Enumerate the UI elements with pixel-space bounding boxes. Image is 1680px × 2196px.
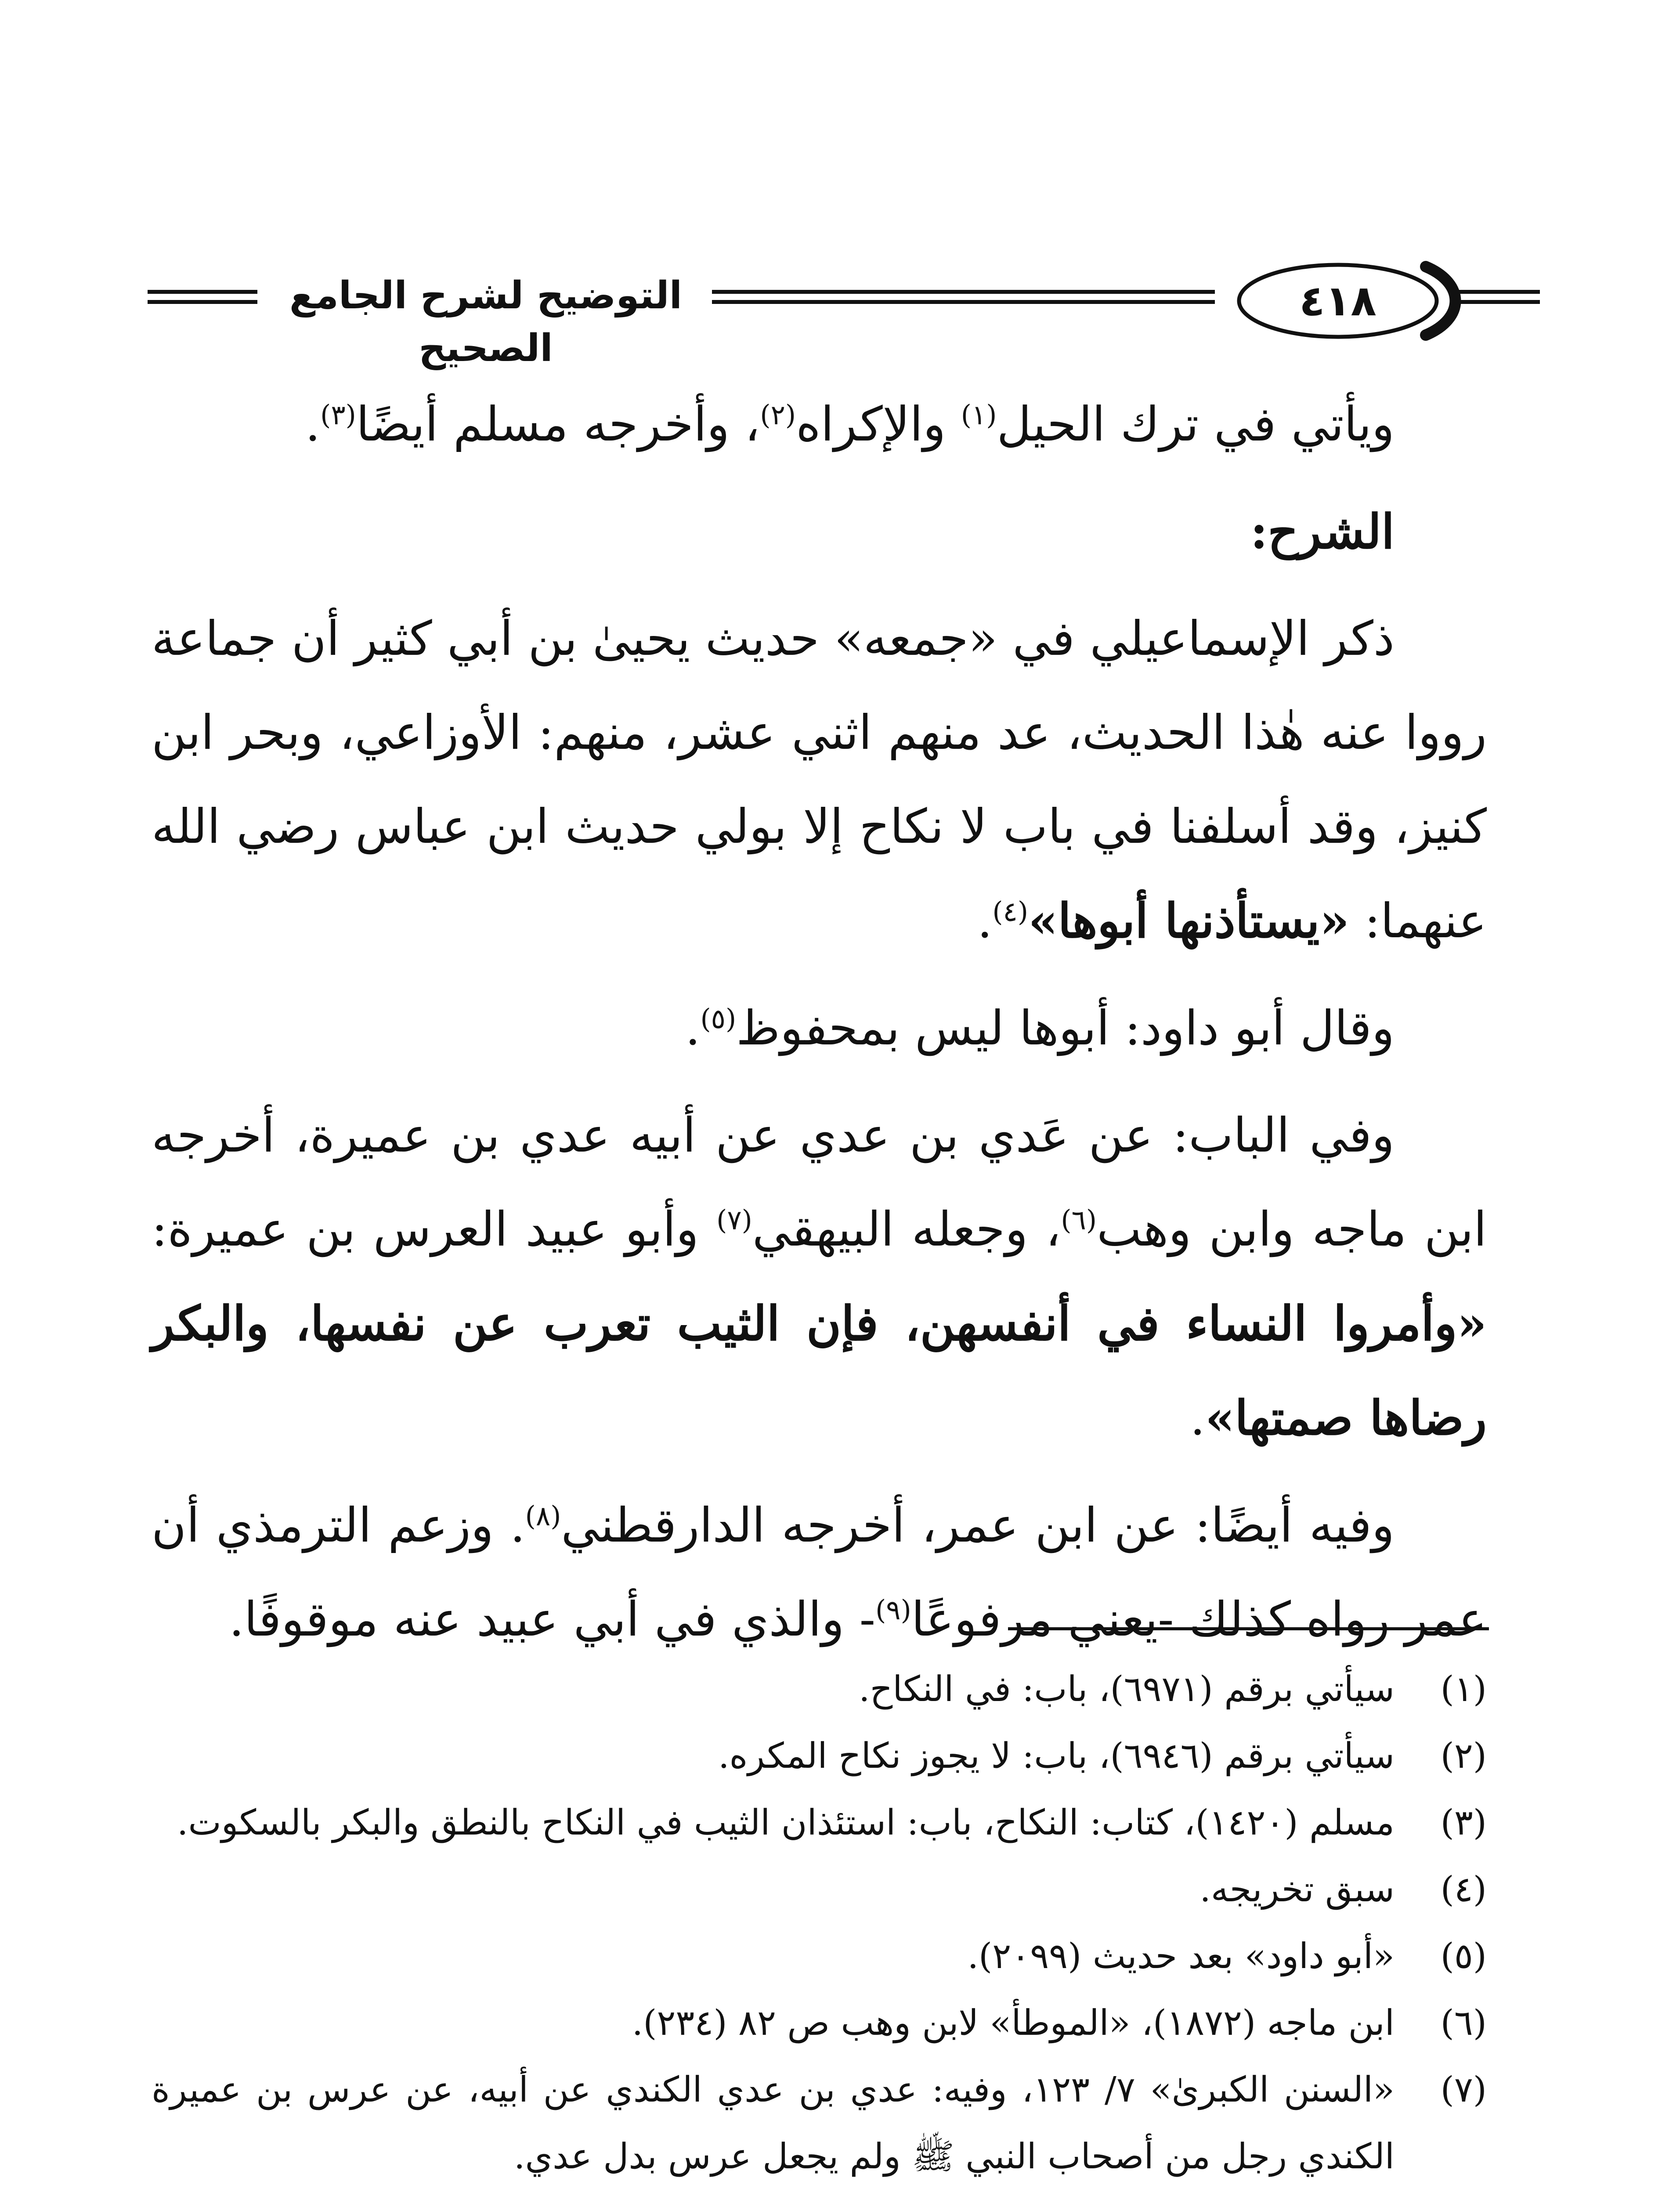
footnote-ref-4[interactable]: (٤) (992, 896, 1029, 928)
footnote-ref-1[interactable]: (١) (961, 399, 997, 431)
section-heading: الشرح: (1250, 504, 1395, 560)
footnote-number (1395, 2190, 1487, 2196)
text-run: والإكراه (796, 397, 961, 452)
footnote-text: «أبو داود» بعد حديث (٢٠٩٩). (967, 1936, 1395, 1976)
text-run: ذكر الإسماعيلي في «جمعه» حديث يحيىٰ بن أبي كثير أن جماعة رووا عنه هٰذا الحديث، عد منهم اثني عشر، منهم: الأوزاعي، وبحر ابن كنيز، وقد أسلفنا في باب لا نكاح إلا بولي حديث ابن عباس رضي الله عنهما: (152, 611, 1487, 949)
footnote-item (152, 1990, 1487, 2056)
footnote-text: سيأتي برقم (٦٩٧١)، باب: في النكاح. (859, 1669, 1395, 1709)
footnote-text: مسلم (١٤٢٠)، كتاب: النكاح، باب: استئذان الثيب في النكاح بالنطق والبكر بالسكوت. (177, 1802, 1395, 1843)
text-run: . (685, 1001, 701, 1056)
footnote-number: (١) (1440, 1669, 1487, 1709)
paragraph-in-the-chapter (152, 1089, 1487, 1466)
footnote-text: سبق تخريجه. (1199, 1869, 1395, 1910)
paragraph-intro (152, 378, 1487, 472)
text-run: . (977, 894, 993, 949)
running-title: التوضيح لشرح الجامع الصحيح (289, 274, 683, 370)
footnote-item (152, 2056, 1487, 2190)
text-run: وأبو عبيد العرس بن عميرة: (152, 1202, 717, 1257)
hadith-quote: «وأمروا النساء في أنفسهن، فإن الثيب تعرب عن نفسها، والبكر رضاها صمتها» (152, 1296, 1487, 1446)
text-run: ويأتي في ترك الحيل (997, 397, 1395, 452)
paragraph-ismaili (152, 592, 1487, 968)
footnote-number: (٢) (1440, 1735, 1487, 1776)
text-run: وفيه أيضًا: عن ابن عمر، أخرجه الدارقطني (561, 1498, 1395, 1553)
footnote-text: ابن ماجه (١٨٧٢)، «الموطأ» لابن وهب ص ٨٢ (٢٣٤). (632, 2002, 1395, 2043)
footnote-ref-7[interactable]: (٧) (716, 1204, 752, 1236)
text-run: وفي الباب: عن عَدي بن عدي عن أبيه عدي بن عميرة، أخرجه ابن ماجه وابن وهب (152, 1108, 1487, 1257)
footnote-number: (٣) (1440, 1802, 1487, 1843)
header-rule-middle (712, 290, 1215, 304)
footnote-ref-9[interactable]: (٩) (875, 1594, 911, 1626)
footnote-ref-2[interactable]: (٢) (760, 399, 796, 431)
footnote-item (152, 1789, 1487, 1856)
footnote-number: (٧) (1440, 2069, 1487, 2110)
text-run: . وزعم الترمذي أن عمر رواه كذلك -يعني مرفوعًا (152, 1498, 1487, 1647)
text-run: . (305, 397, 321, 452)
footnote-item (152, 1856, 1487, 1923)
footnote-separator (1008, 1627, 1489, 1630)
footnote-text: سيأتي برقم (٦٩٤٦)، باب: لا يجوز نكاح المكره. (718, 1735, 1395, 1776)
footnote-number: (٦) (1440, 2002, 1487, 2043)
footnote-item (152, 1656, 1487, 1723)
page-number: ٤١٨ (1299, 276, 1377, 325)
header-rule-left (148, 290, 257, 304)
footnote-text: «السنن الكبرىٰ» ٧/ ١٢٣، وفيه: عدي بن عدي الكندي عن أبيه، عن عرس بن عميرة الكندي رجل من أصحاب النبي ﷺ ولم يجعل عرس بدل عدي. (152, 2069, 1395, 2177)
paragraph-abu-dawud (152, 982, 1487, 1076)
footnote-number: (٥) (1440, 1936, 1487, 1976)
footnote-ref-8[interactable]: (٨) (525, 1500, 561, 1532)
main-text (152, 378, 1487, 1680)
text-run: . (1190, 1391, 1205, 1446)
text-run: - والذي في أبي عبيد عنه موقوفًا. (229, 1592, 876, 1647)
text-run: ، وأخرجه مسلم أيضًا (356, 397, 760, 452)
text-run: وقال أبو داود: أبوها ليس بمحفوظ (736, 1001, 1395, 1056)
footnote-text (152, 2190, 1395, 2196)
text-run: ، وجعله البيهقي (752, 1202, 1061, 1257)
footnote-number: (٤) (1440, 1869, 1487, 1910)
running-header (148, 257, 1540, 370)
footnote-ref-3[interactable]: (٣) (320, 399, 356, 431)
footnote-item (152, 2190, 1487, 2196)
header-rule-right (1454, 290, 1540, 304)
footnote-ref-6[interactable]: (٦) (1061, 1204, 1097, 1236)
footnotes (152, 1656, 1487, 2196)
footnote-item (152, 1723, 1487, 1789)
footnote-item (152, 1923, 1487, 1990)
paragraph-ibn-umar (152, 1479, 1487, 1667)
footnote-ref-5[interactable]: (٥) (700, 1003, 737, 1035)
hadith-quote: «يستأذنها أبوها» (1028, 893, 1350, 949)
page-number-badge (1219, 257, 1465, 345)
